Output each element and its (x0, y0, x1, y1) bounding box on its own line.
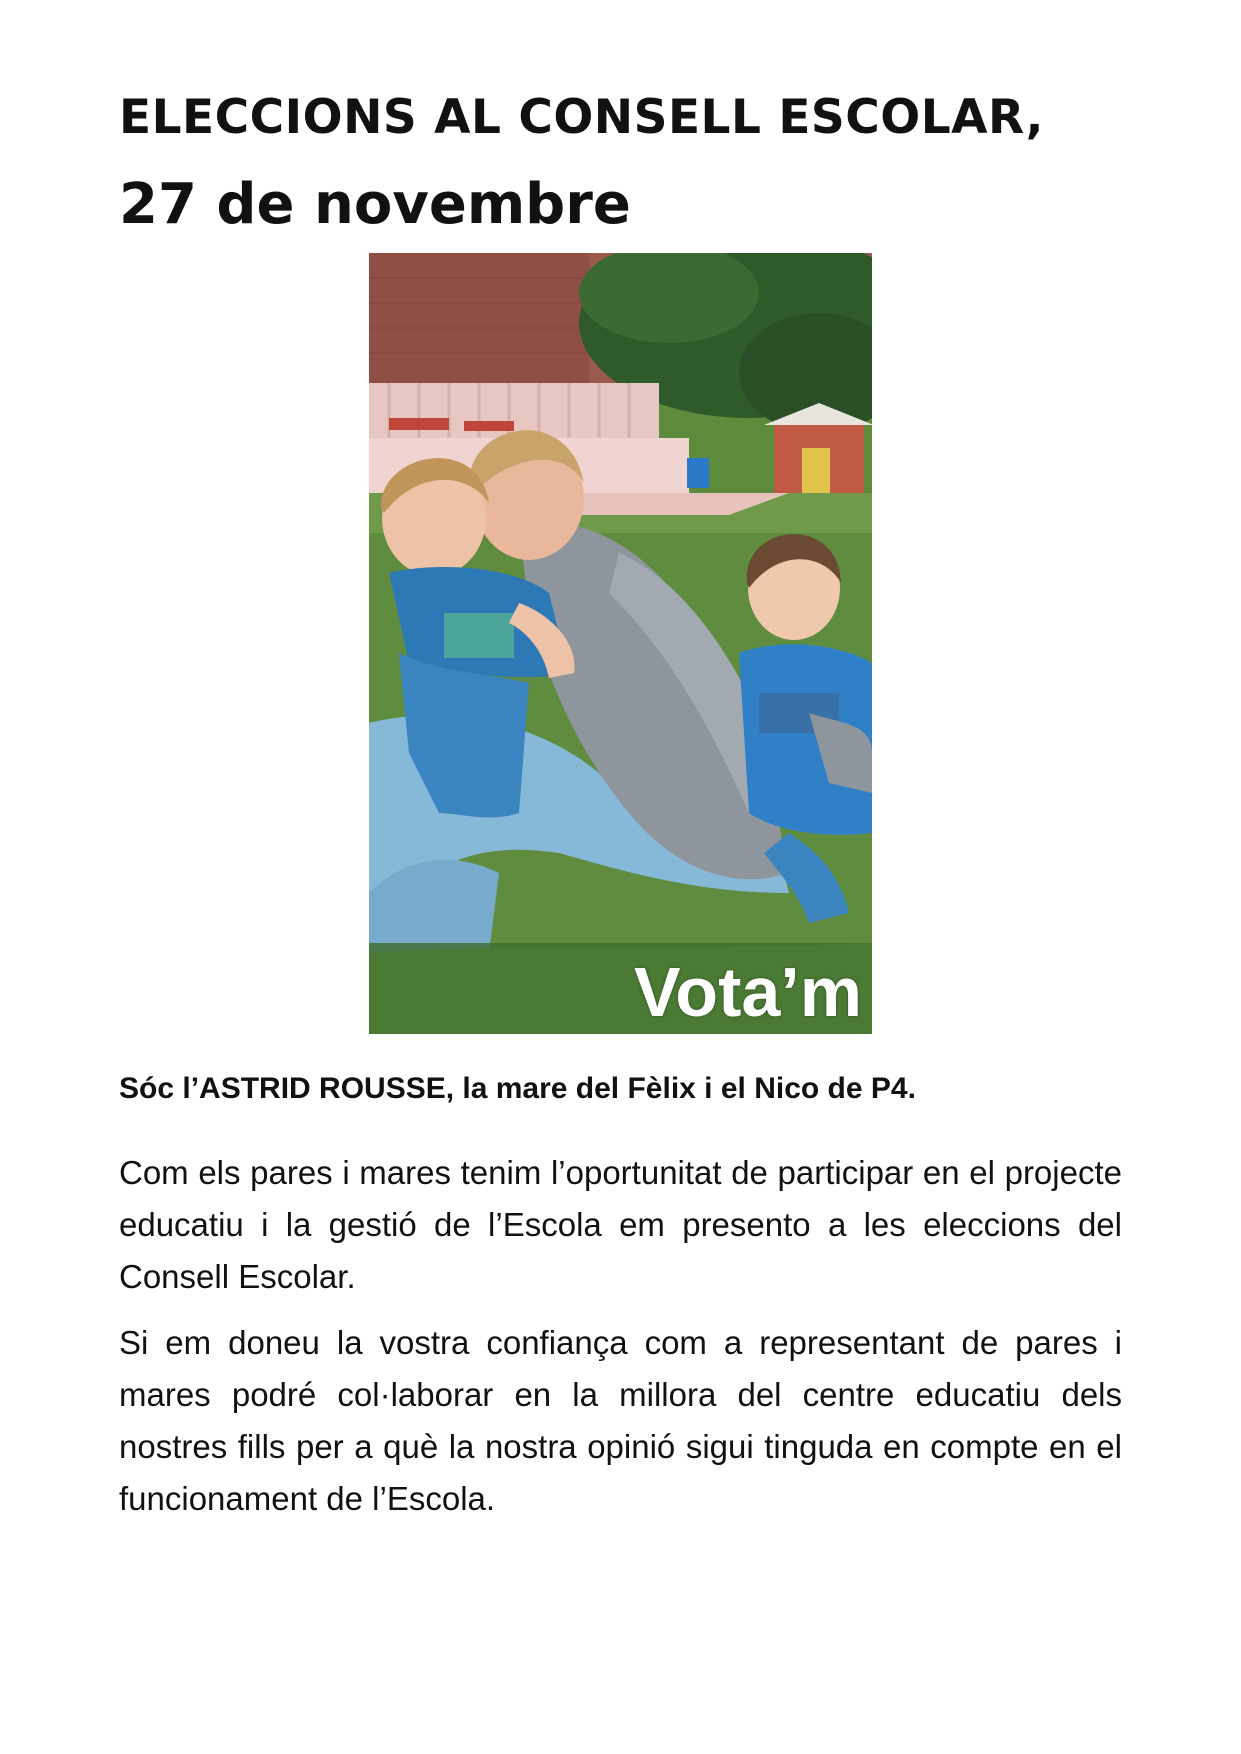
vote-me-caption: Vota’m (633, 953, 862, 1031)
body-paragraph-1: Com els pares i mares tenim l’oportunitat de participar en el projecte educatiu i la gestió de l’Escola em presento a les eleccions del Consell Escolar. (119, 1154, 1122, 1295)
candidate-photo (369, 253, 872, 1034)
candidate-intro: Sóc l’ASTRID ROUSSE, la mare del Fèlix i el Nico de P4. (119, 1072, 916, 1105)
body-paragraph-2: Si em doneu la vostra confiança com a representant de pares i mares podré col·laborar en la millora del centre educatiu dels nostres fills per a què la nostra opinió sigui tinguda en compte en el funcionament de l’Escola. (119, 1324, 1122, 1517)
page-title-line1: ELECCIONS AL CONSELL ESCOLAR, (119, 90, 1044, 145)
page-title-date: 27 de novembre (119, 172, 631, 237)
